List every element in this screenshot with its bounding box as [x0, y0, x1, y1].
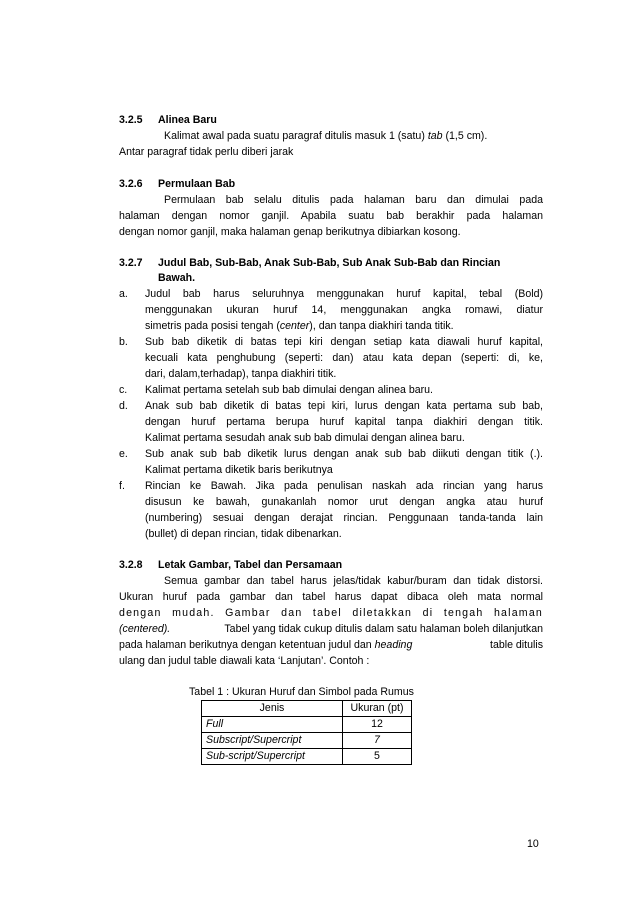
list-item-d-line-3: Kalimat pertama sesudah anak sub bab dimulai dengan alinea baru.	[145, 432, 465, 444]
list-item-d-line-2: dengan huruf pertama berupa huruf kapital tanpa diakhiri dengan titik.	[145, 416, 543, 428]
list-item-c-line-1: Kalimat pertama setelah sub bab dimulai dengan alinea baru.	[145, 384, 433, 396]
list-item-a-line-3: simetris pada posisi tengah (center), dan tanpa diakhiri tanda titik.	[145, 320, 454, 332]
list-marker-b: b.	[119, 336, 128, 348]
section-3-2-5-line-1: Kalimat awal pada suatu paragraf ditulis masuk 1 (satu) tab (1,5 cm).	[164, 130, 488, 142]
list-item-a-line-2: menggunakan ukuran huruf 14, menggunakan angka romawi, diatur	[145, 304, 543, 316]
section-3-2-8-heading: 3.2.8 Letak Gambar, Tabel dan Persamaan	[119, 559, 343, 571]
section-3-2-8-line-6: ulang dan judul table diawali kata ‘Lanjutan’. Contoh :	[119, 655, 370, 667]
table-header-row	[202, 701, 412, 717]
section-3-2-6-line-1: Permulaan bab selalu ditulis pada halaman baru dan dimulai pada	[164, 194, 543, 206]
list-item-e-line-1: Sub anak sub bab diketik lurus dengan anak sub bab diikuti dengan titik (.).	[145, 448, 543, 460]
list-marker-c: c.	[119, 384, 128, 396]
section-3-2-6-line-2: halaman dengan nomor ganjil. Apabila suatu bab berakhir pada halaman	[119, 210, 543, 222]
table-caption: Tabel 1 : Ukuran Huruf dan Simbol pada Rumus	[189, 686, 414, 698]
table-cell-ukuran: 5	[343, 749, 412, 765]
table-cell-jenis: Full	[202, 717, 343, 733]
page-number: 10	[527, 838, 539, 850]
section-3-2-5-line-2: Antar paragraf tidak perlu diberi jarak	[119, 146, 294, 158]
table-cell-ukuran: 7	[343, 733, 412, 749]
table-cell-ukuran: 12	[343, 717, 412, 733]
section-3-2-8-line-4: (centered). Tabel yang tidak cukup ditulis dalam satu halaman boleh dilanjutkan	[119, 623, 543, 635]
font-size-table	[201, 700, 412, 765]
list-item-b-line-2: kecuali kata penghubung (seperti: dan) atau kata depan (seperti: di, ke,	[145, 352, 543, 364]
list-item-f-line-4: (bullet) di depan rincian, tidak dibenarkan.	[145, 528, 342, 540]
table-row	[202, 749, 412, 765]
list-item-e-line-2: Kalimat pertama diketik baris berikutnya	[145, 464, 333, 476]
list-marker-f: f.	[119, 480, 125, 492]
table-cell-jenis: Subscript/Supercript	[202, 733, 343, 749]
table-row	[202, 733, 412, 749]
section-3-2-8-line-5: pada halaman berikutnya dengan ketentuan judul dan heading table ditulis	[119, 639, 543, 651]
section-3-2-7-heading: 3.2.7 Judul Bab, Sub-Bab, Anak Sub-Bab, Sub Anak Sub-Bab dan Rincian	[119, 257, 501, 269]
list-marker-d: d.	[119, 400, 128, 412]
list-item-a-line-1: Judul bab harus seluruhnya menggunakan huruf kapital, tebal (Bold)	[145, 288, 543, 300]
list-item-f-line-2: disusun ke bawah, gunakanlah nomor urut dengan angka atau huruf	[145, 496, 543, 508]
list-marker-e: e.	[119, 448, 128, 460]
section-3-2-8-line-3: dengan mudah. Gambar dan tabel diletakkan di tengah halaman	[119, 607, 543, 619]
list-item-f-line-1: Rincian ke Bawah. Jika pada penulisan naskah ada rincian yang harus	[145, 480, 543, 492]
section-3-2-6-heading: 3.2.6 Permulaan Bab	[119, 178, 236, 190]
table-row	[202, 717, 412, 733]
section-3-2-6-line-3: dengan nomor ganjil, maka halaman genap berikutnya dibiarkan kosong.	[119, 226, 461, 238]
section-3-2-5-heading: 3.2.5 Alinea Baru	[119, 114, 217, 126]
list-item-d-line-1: Anak sub bab diketik di batas tepi kiri, lurus dengan kata pertama sub bab,	[145, 400, 543, 412]
table-cell-jenis: Sub-script/Supercript	[202, 749, 343, 765]
list-marker-a: a.	[119, 288, 128, 300]
list-item-f-line-3: (numbering) sesuai dengan derajat rincian. Penggunaan tanda-tanda lain	[145, 512, 543, 524]
section-3-2-8-line-1: Semua gambar dan tabel harus jelas/tidak kabur/buram dan tidak distorsi.	[164, 575, 543, 587]
list-item-b-line-3: dari, dalam,terhadap), tanpa diakhiri titik.	[145, 368, 337, 380]
table-header-jenis: Jenis	[202, 701, 343, 717]
section-3-2-8-line-2: Ukuran huruf pada gambar dan tabel harus dapat dibaca oleh mata normal	[119, 591, 543, 603]
list-item-b-line-1: Sub bab diketik di batas tepi kiri dengan setiap kata diawali huruf kapital,	[145, 336, 543, 348]
table-header-ukuran: Ukuran (pt)	[343, 701, 412, 717]
section-3-2-7-heading-line-2: Bawah.	[158, 272, 196, 284]
